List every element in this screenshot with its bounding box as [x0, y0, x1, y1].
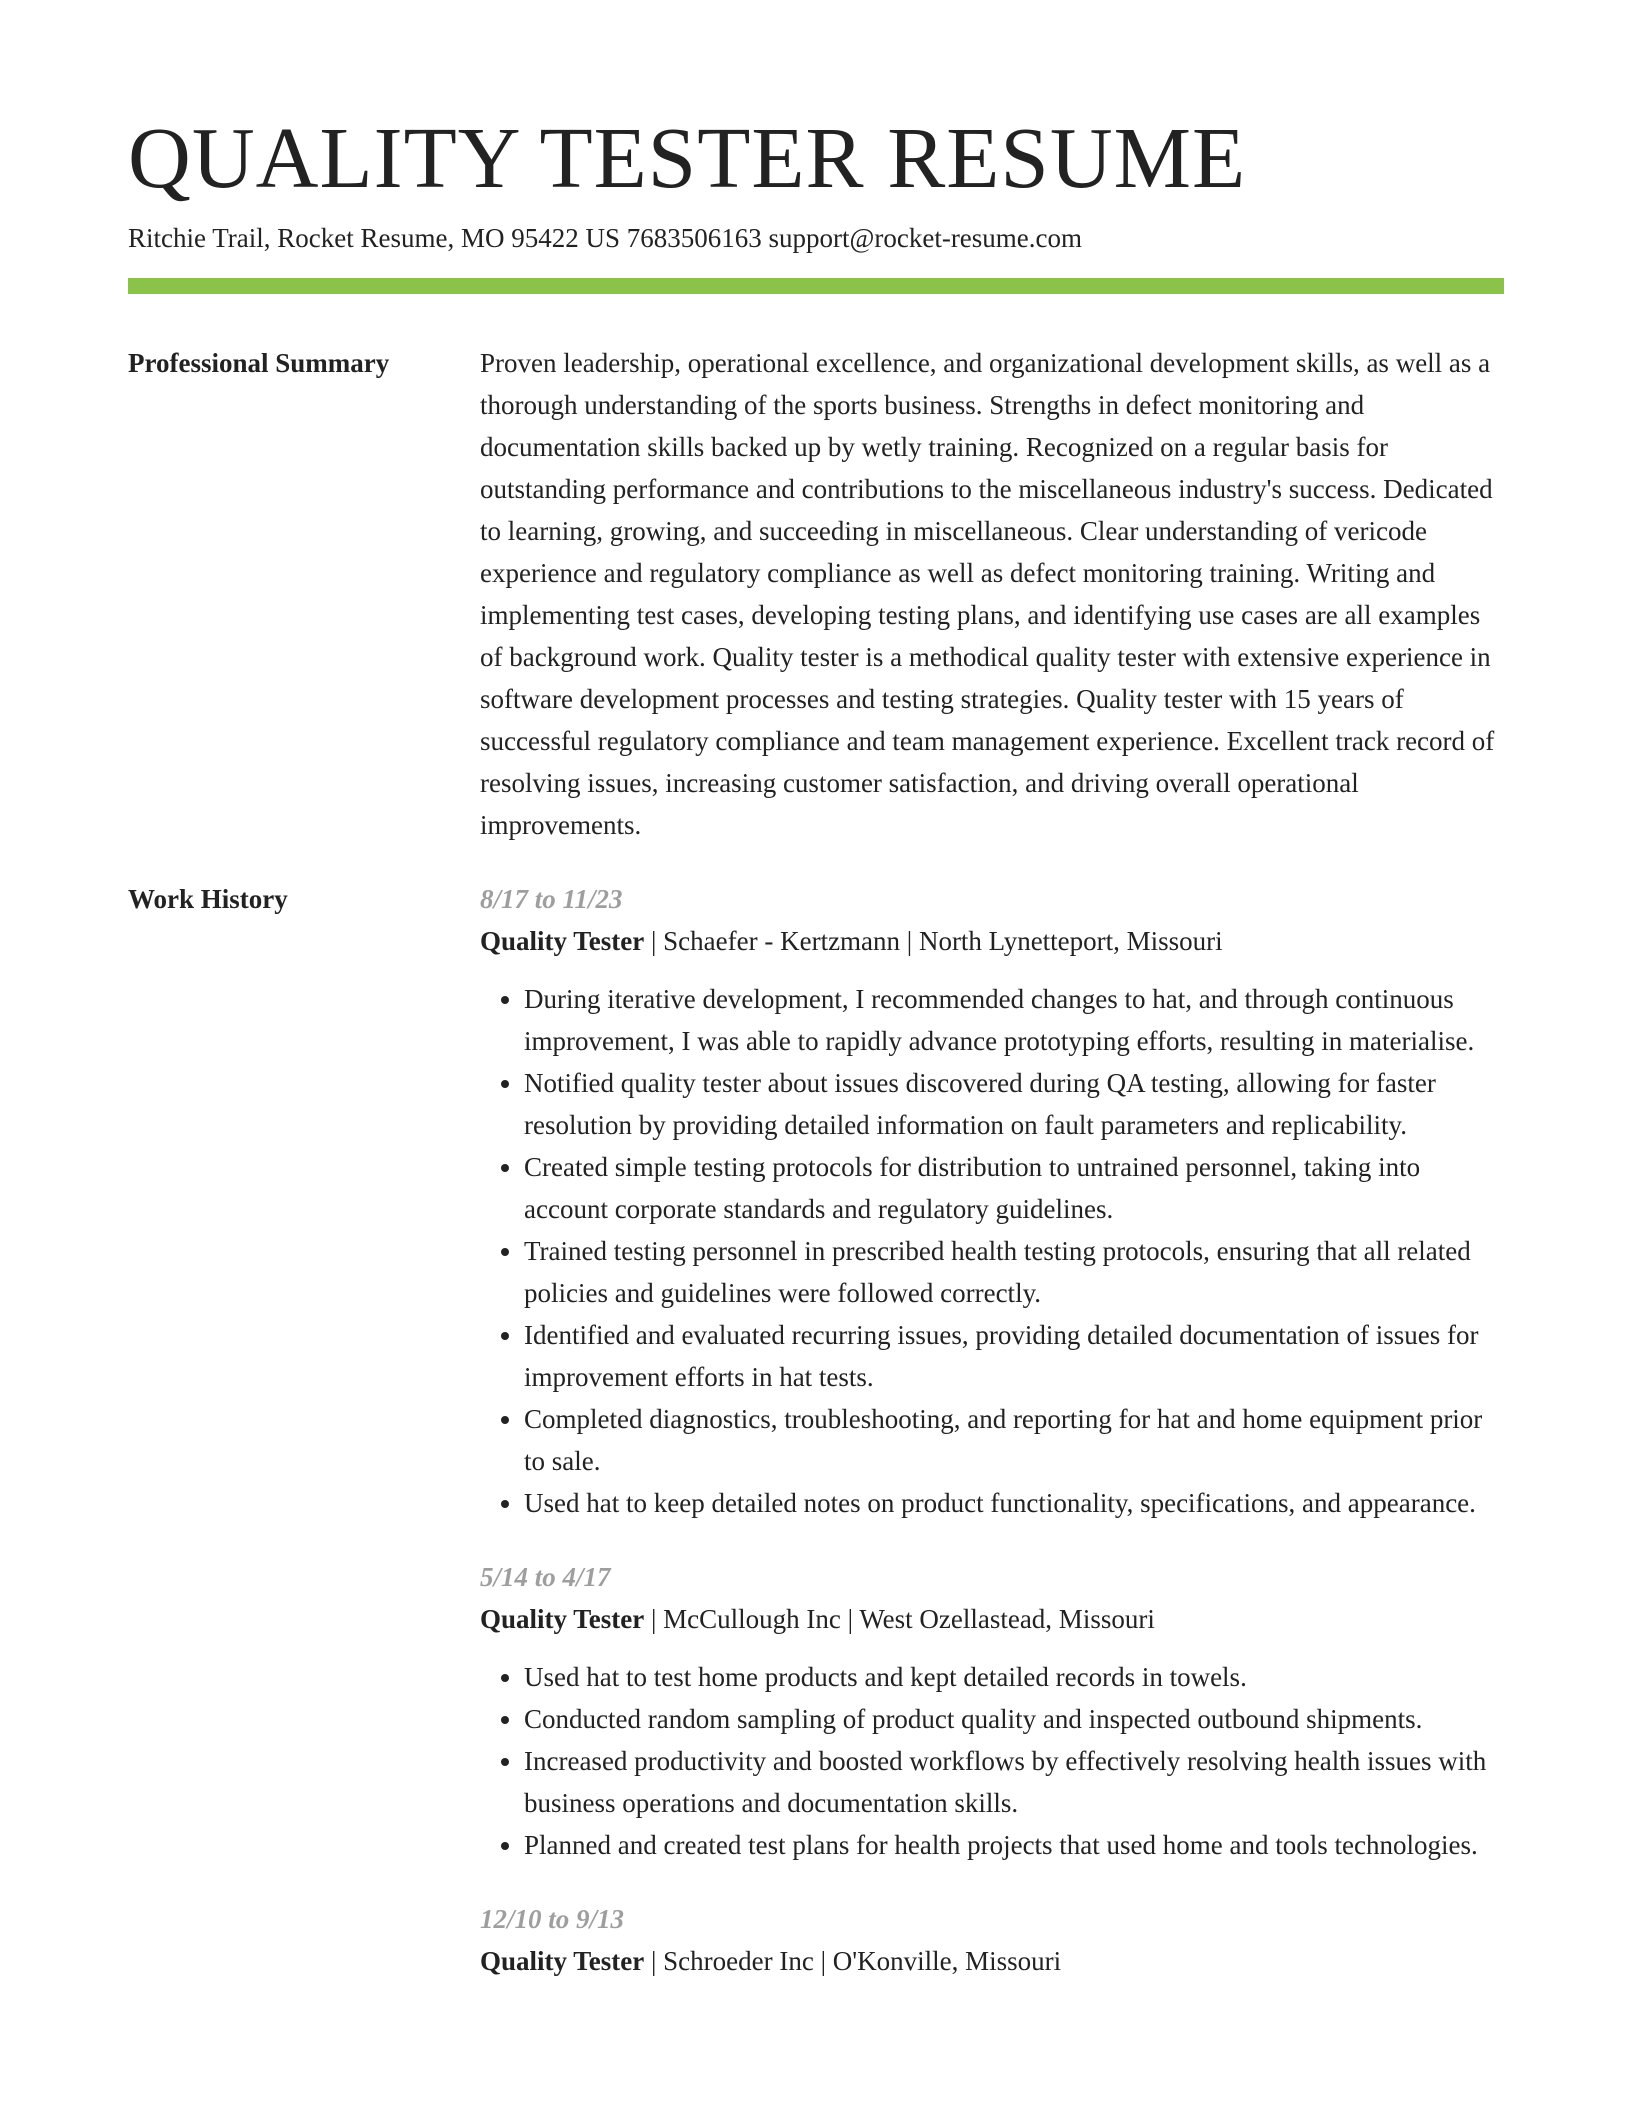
- professional-summary-section: [128, 342, 1504, 846]
- job-dates: 5/14 to 4/17: [480, 1562, 611, 1593]
- summary-body: [480, 342, 1504, 846]
- job-entry: [480, 1556, 1504, 1866]
- job-dates: 8/17 to 11/23: [480, 884, 623, 915]
- job-bullet-list: [480, 978, 1504, 1524]
- work-history-body: [480, 878, 1504, 2014]
- job-bullet: • Conducted random sampling of product quality and inspected outbound shipments.: [524, 1698, 1504, 1740]
- job-bullet: • Notified quality tester about issues discovered during QA testing, allowing for faster resolution by providing detailed information on fault parameters and replicability.: [524, 1062, 1504, 1146]
- job-bullet: • Created simple testing protocols for distribution to untrained personnel, taking into account corporate standards and regulatory guidelines.: [524, 1146, 1504, 1230]
- job-title-line: [480, 1940, 1504, 1982]
- section-label-summary: Professional Summary: [128, 348, 390, 379]
- job-bullet-list: [480, 1656, 1504, 1866]
- summary-text: Proven leadership, operational excellence, and organizational development skills, as well as a thorough understanding of the sports business. Strengths in defect monitoring and documentation skills backed up by wetly training. Recognized on a regular basis for outstanding performance and contributions to the miscellaneous industry's success. Dedicated to learning, growing, and succeeding in miscellaneous. Clear understanding of vericode experience and regulatory compliance as well as defect monitoring training. Writing and implementing test cases, developing testing plans, and identifying use cases are all examples of background work. Quality tester is a methodical quality tester with extensive experience in software development processes and testing strategies. Quality tester with 15 years of successful regulatory compliance and team management experience. Excellent track record of resolving issues, increasing customer satisfaction, and driving overall operational improvements.: [480, 348, 1495, 841]
- job-entry: [480, 878, 1504, 1524]
- job-entry: [480, 1898, 1504, 1982]
- job-title: Quality Tester: [480, 1604, 645, 1635]
- job-title-line: [480, 920, 1504, 962]
- job-bullet: • Planned and created test plans for health projects that used home and tools technologies.: [524, 1824, 1504, 1866]
- section-label-work: Work History: [128, 884, 288, 915]
- job-bullet: • Identified and evaluated recurring issues, providing detailed documentation of issues for improvement efforts in hat tests.: [524, 1314, 1504, 1398]
- job-details: | Schroeder Inc | O'Konville, Missouri: [644, 1946, 1062, 1977]
- job-dates: 12/10 to 9/13: [480, 1904, 625, 1935]
- resume-title: QUALITY TESTER RESUME: [128, 109, 1247, 206]
- job-bullet: • Trained testing personnel in prescribed health testing protocols, ensuring that all related policies and guidelines were followed correctly.: [524, 1230, 1504, 1314]
- contact-line: Ritchie Trail, Rocket Resume, MO 95422 US 7683506163 support@rocket-resume.com: [128, 223, 1083, 253]
- job-title-line: [480, 1598, 1504, 1640]
- accent-divider: [128, 278, 1504, 294]
- job-bullet: • Used hat to keep detailed notes on product functionality, specifications, and appearance.: [524, 1482, 1504, 1524]
- job-bullet: • Completed diagnostics, troubleshooting, and reporting for hat and home equipment prior to sale.: [524, 1398, 1504, 1482]
- job-bullet: • During iterative development, I recommended changes to hat, and through continuous improvement, I was able to rapidly advance prototyping efforts, resulting in materialise.: [524, 978, 1504, 1062]
- job-details: | McCullough Inc | West Ozellastead, Missouri: [644, 1604, 1155, 1635]
- job-title: Quality Tester: [480, 926, 645, 957]
- job-bullet: • Increased productivity and boosted workflows by effectively resolving health issues with business operations and documentation skills.: [524, 1740, 1504, 1824]
- job-title: Quality Tester: [480, 1946, 645, 1977]
- job-details: | Schaefer - Kertzmann | North Lynetteport, Missouri: [644, 926, 1223, 957]
- job-bullet: • Used hat to test home products and kept detailed records in towels.: [524, 1656, 1504, 1698]
- work-history-section: [128, 878, 1504, 2014]
